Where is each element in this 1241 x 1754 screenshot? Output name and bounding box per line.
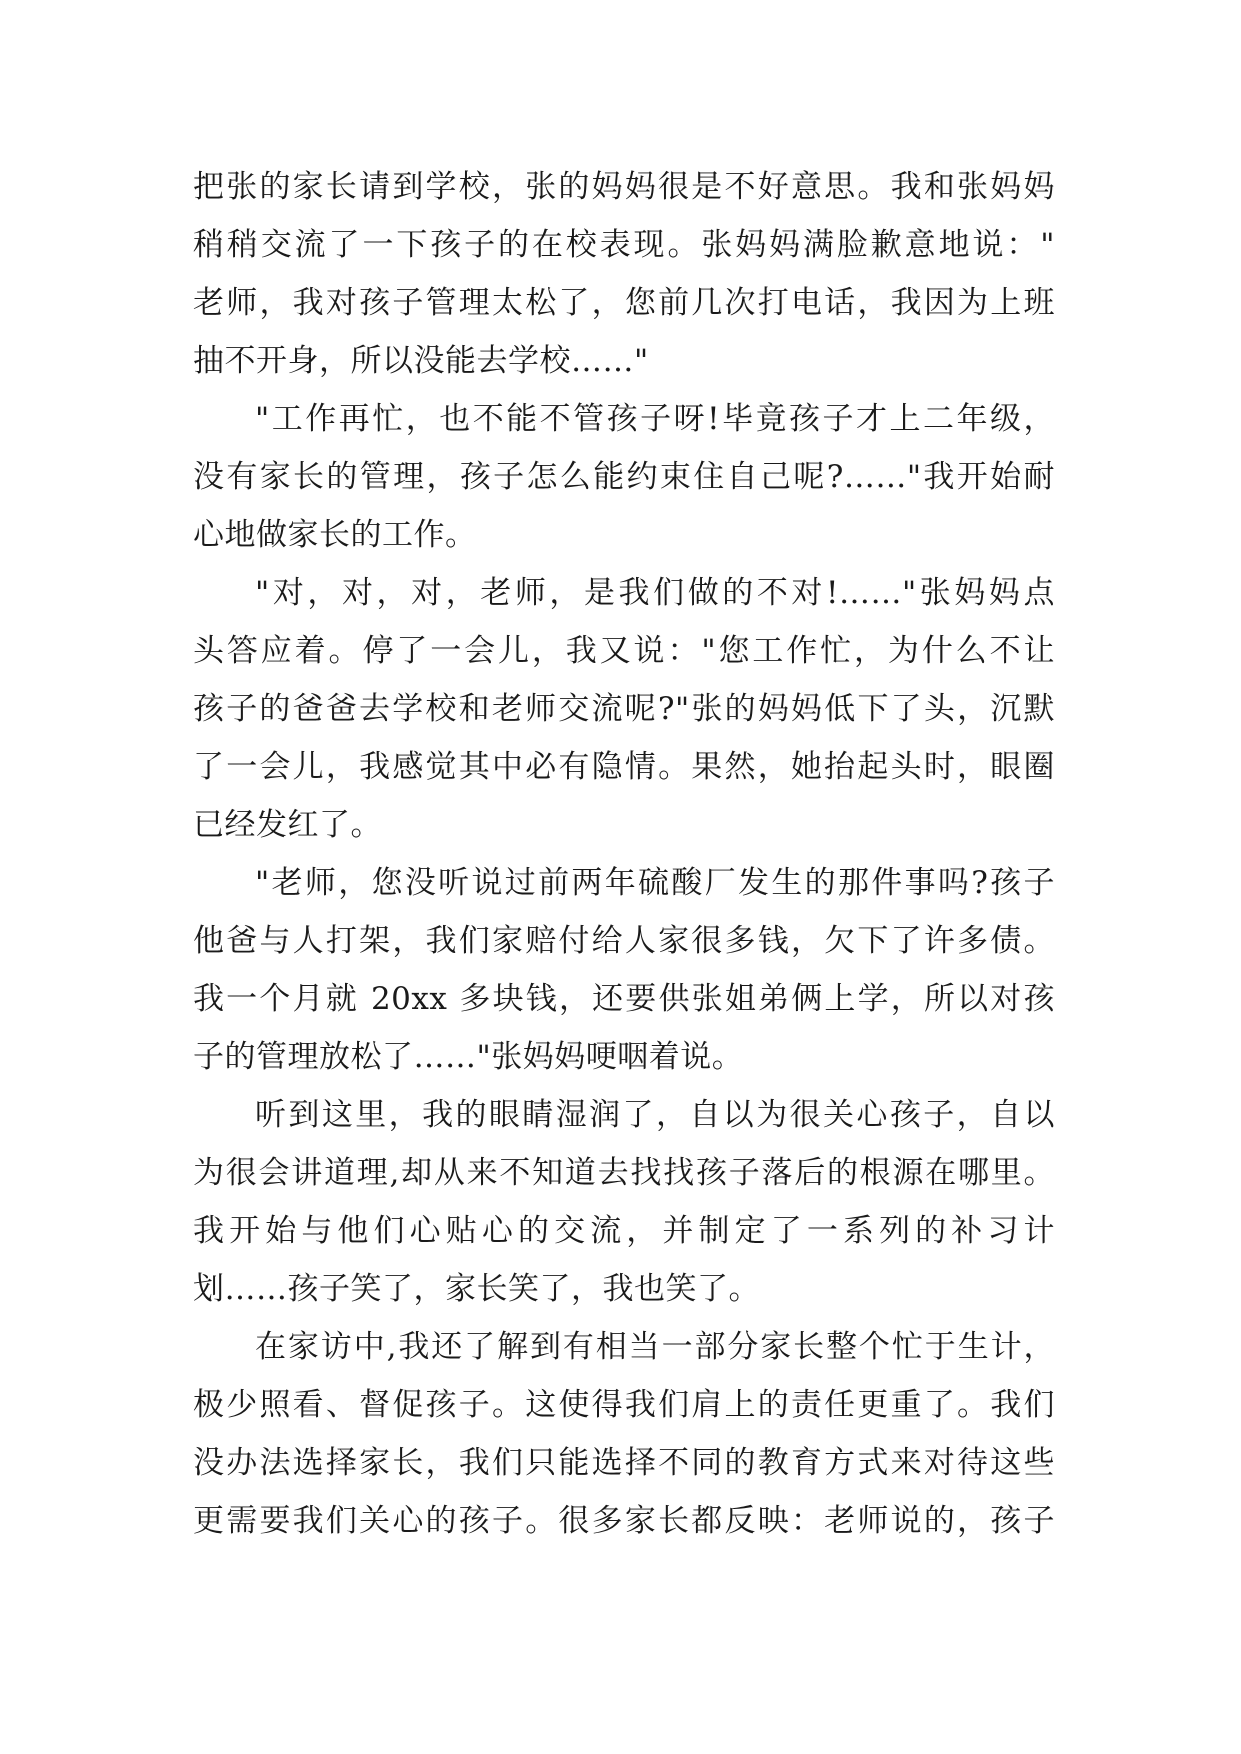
paragraph [193,390,1055,564]
document-body [193,158,1055,1550]
text-line: 我一个月就 20xx 多块钱，还要供张姐弟俩上学，所以对孩 [193,981,1055,1017]
text-line: 极少照看、督促孩子。这使得我们肩上的责任更重了。我们 [193,1387,1055,1423]
text-line: 把张的家长请到学校，张的妈妈很是不好意思。我和张妈妈 [193,169,1055,205]
text-line: 我开始与他们心贴心的交流，并制定了一系列的补习计 [193,1213,1055,1249]
text-line: 心地做家长的工作。 [193,517,477,553]
text-line: 在家访中,我还了解到有相当一部分家长整个忙于生计， [255,1329,1055,1365]
text-line: 他爸与人打架，我们家赔付给人家很多钱，欠下了许多债。 [193,923,1055,959]
text-line: 为很会讲道理,却从来不知道去找找孩子落后的根源在哪里。 [193,1155,1055,1191]
paragraph [193,1086,1055,1318]
text-line: 没有家长的管理，孩子怎么能约束住自己呢?……"我开始耐 [193,459,1055,495]
text-line: 听到这里，我的眼睛湿润了，自以为很关心孩子，自以 [255,1097,1055,1133]
paragraph [193,158,1055,390]
text-line: 划……孩子笑了，家长笑了，我也笑了。 [193,1271,760,1307]
text-line: 了一会儿，我感觉其中必有隐情。果然，她抬起头时，眼圈 [193,749,1055,785]
paragraph [193,1318,1055,1550]
text-line: "对，对，对，老师，是我们做的不对!……"张妈妈点 [255,575,1055,611]
text-line: 抽不开身，所以没能去学校……" [193,343,649,379]
text-line: "老师，您没听说过前两年硫酸厂发生的那件事吗?孩子 [255,865,1055,901]
text-line: 稍稍交流了一下孩子的在校表现。张妈妈满脸歉意地说：" [193,227,1055,263]
text-line: 子的管理放松了……"张妈妈哽咽着说。 [193,1039,744,1075]
text-line: 没办法选择家长，我们只能选择不同的教育方式来对待这些 [193,1445,1055,1481]
text-line: 更需要我们关心的孩子。很多家长都反映：老师说的，孩子 [193,1503,1055,1539]
paragraph [193,854,1055,1086]
text-line: 已经发红了。 [193,807,382,843]
text-line: 头答应着。停了一会儿，我又说："您工作忙，为什么不让 [193,633,1055,669]
text-line: 孩子的爸爸去学校和老师交流呢?"张的妈妈低下了头，沉默 [193,691,1055,727]
text-line: "工作再忙，也不能不管孩子呀!毕竟孩子才上二年级， [255,401,1055,437]
paragraph [193,564,1055,854]
text-line: 老师，我对孩子管理太松了，您前几次打电话，我因为上班 [193,285,1055,321]
